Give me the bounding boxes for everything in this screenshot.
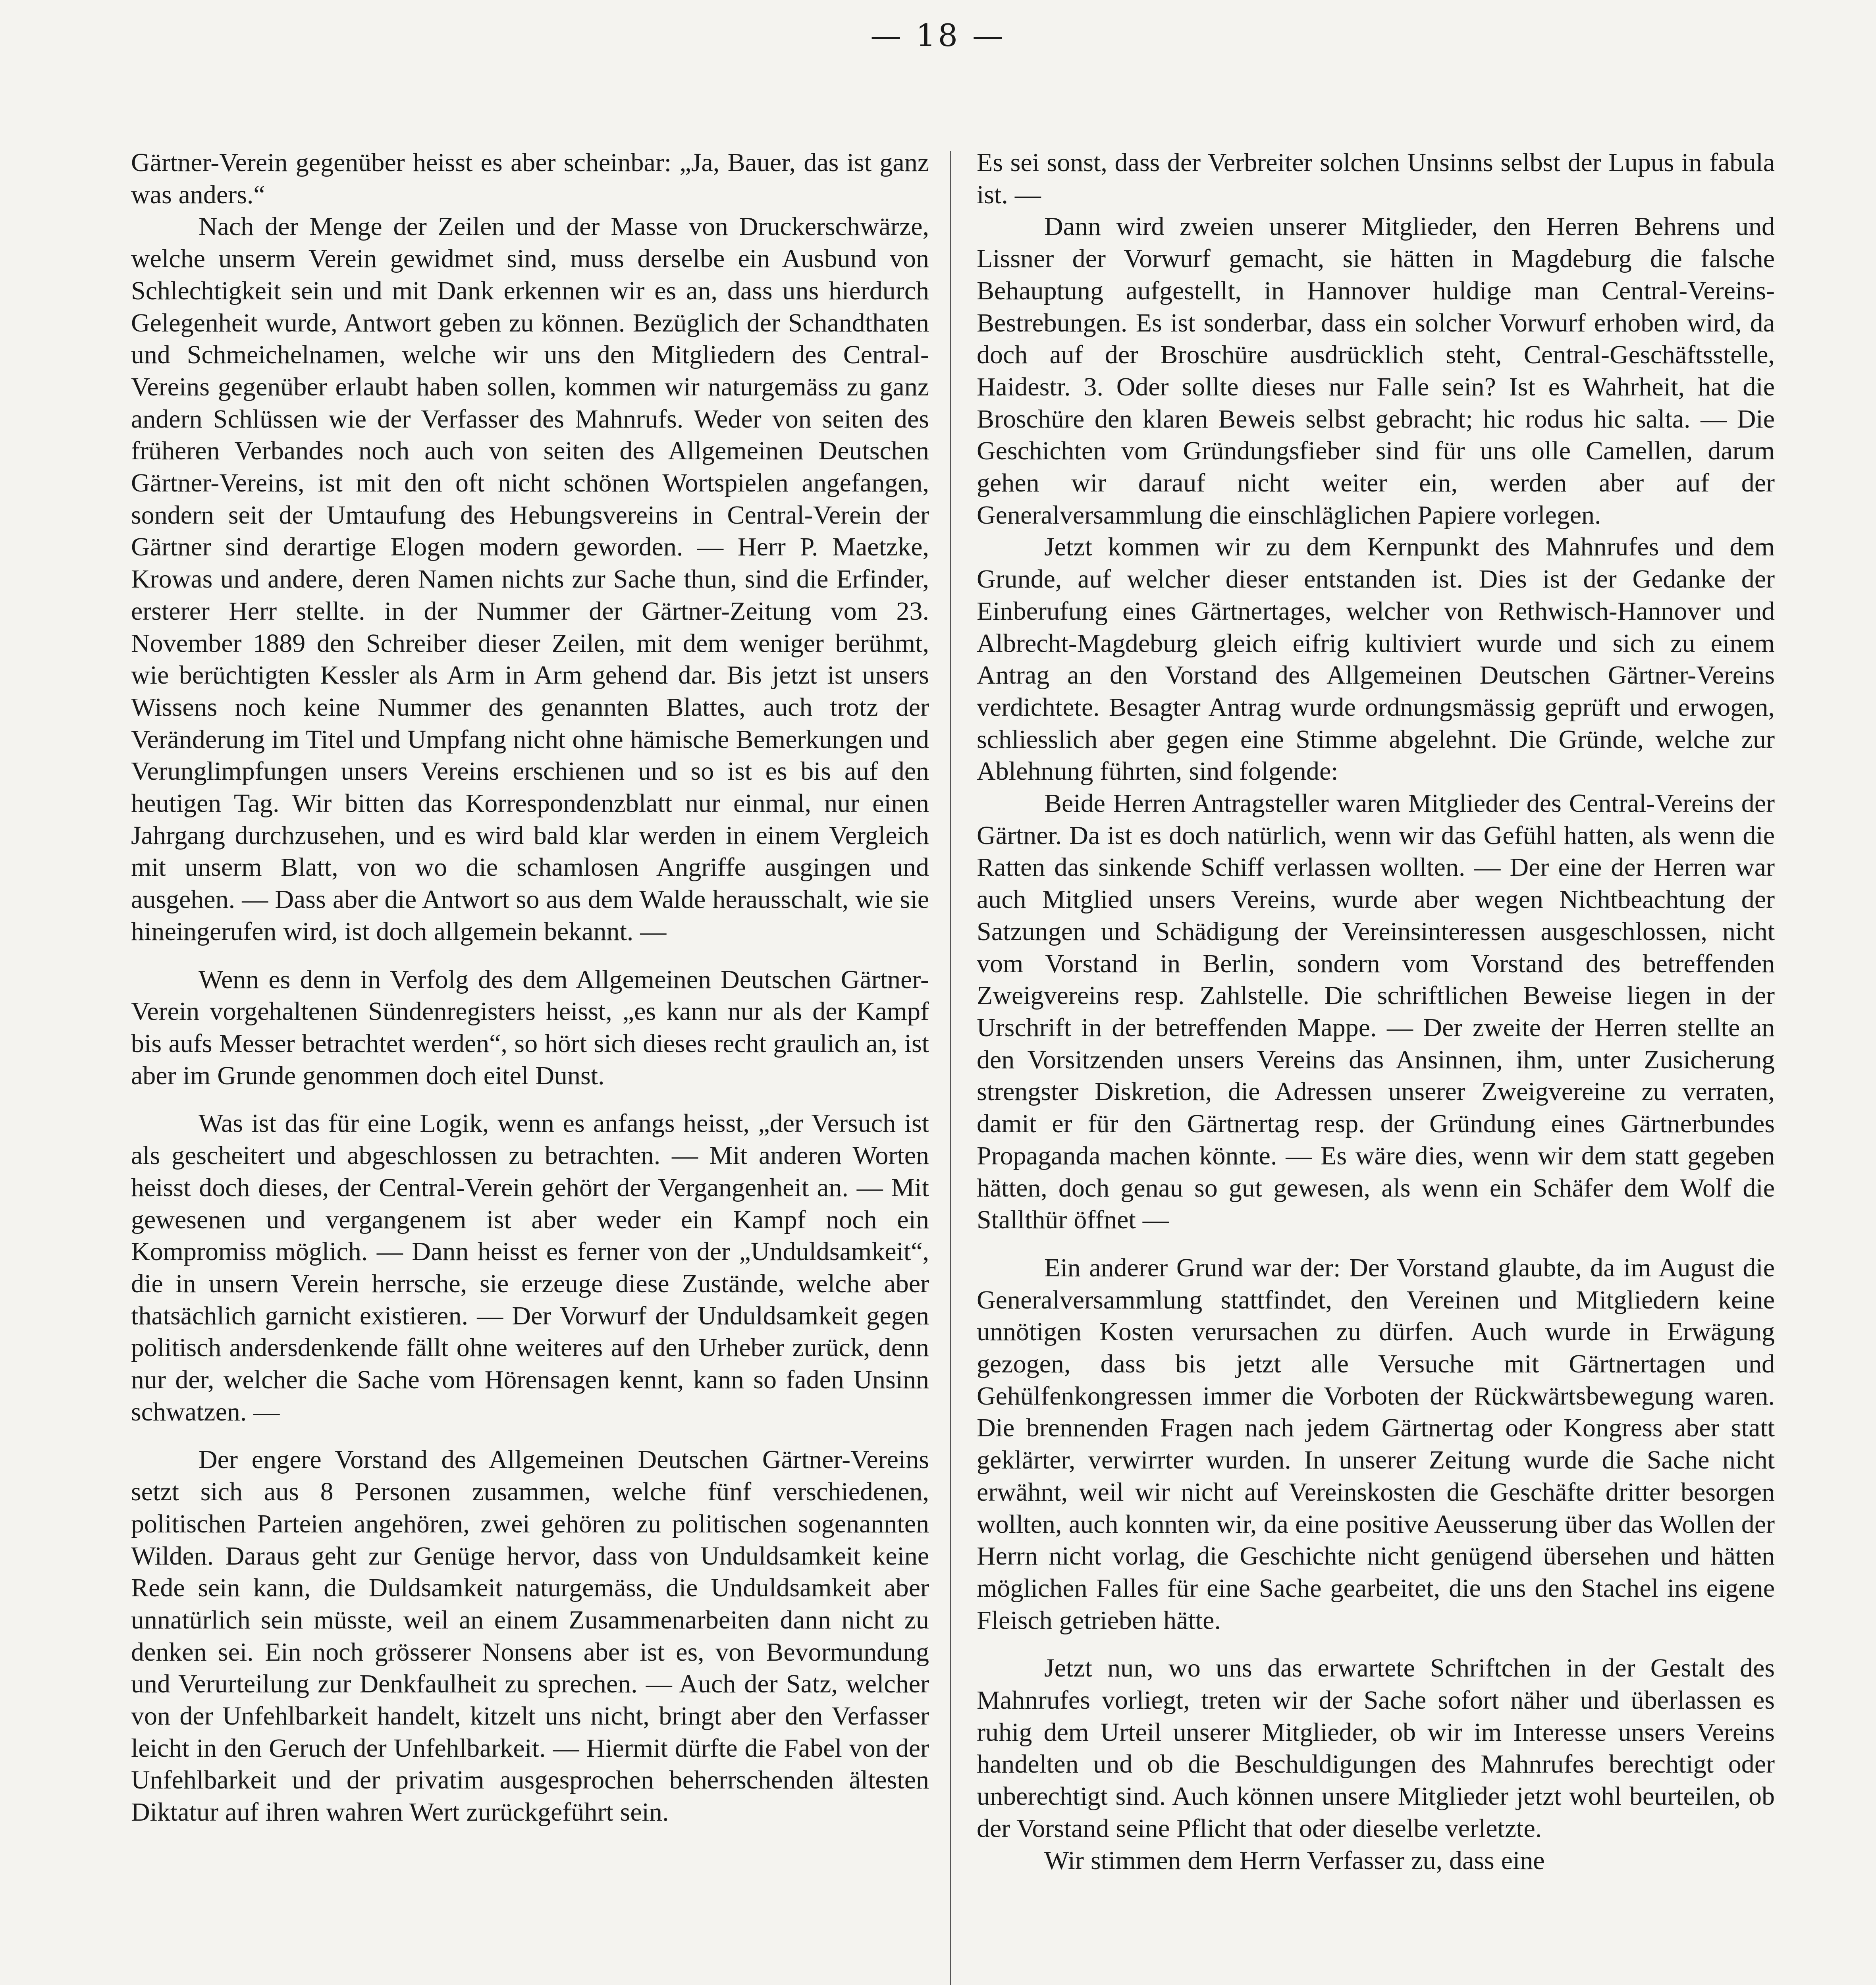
left-column <box>131 147 929 1829</box>
paragraph: Wir stimmen dem Herrn Verfasser zu, dass eine <box>1044 1846 1545 1875</box>
paragraph: Beide Herren Antragsteller waren Mitglieder des Central-Vereins der Gärtner. Da ist es doch natürlich, wenn wir das Gefühl hatten, als wenn die Ratten das sinkende Schiff verlassen wollten. — Der eine der Herren war auch Mitglied unsers Vereins, wurde aber wegen Nichtbeachtung der Satzungen und Schädigung der Vereinsinteressen ausgeschlossen, nicht vom Vorstand in Berlin, sondern vom Vorstand des betreffenden Zweigvereins resp. Zahlstelle. Die schriftlichen Beweise liegen in der Urschrift in der betreffenden Mappe. — Der zweite der Herren stellte an den Vorsitzenden unsers Vereins das Ansinnen, ihm, unter Zusicherung strengster Diskretion, die Adressen unserer Zweigvereine zu verraten, damit er für den Gärtnertag resp. der Gründung eines Gärtnerbundes Propaganda machen könnte. — Es wäre dies, wenn wir dem statt gegeben hätten, doch genau so gut gewesen, als wenn ein Schäfer dem Wolf die Stallthür öffnet — <box>977 789 1775 1235</box>
paragraph: Gärtner-Verein gegenüber heisst es aber scheinbar: „Ja, Bauer, das ist ganz was anders.“ <box>131 148 929 209</box>
paragraph: Der engere Vorstand des Allgemeinen Deutschen Gärtner-Vereins setzt sich aus 8 Personen zusammen, welche fünf verschiedenen, politischen Parteien angehören, zwei gehören zu politischen sogenannten Wilden. Daraus geht zur Genüge hervor, dass von Unduldsamkeit keine Rede sein kann, die Duldsamkeit naturgemäss, die Unduldsamkeit aber unnatürlich sein müsste, weil an einem Zusammenarbeiten dann nicht zu denken sei. Ein noch grösserer Nonsens aber ist es, von Bevormundung und Verurteilung zur Denkfaulheit zu sprechen. — Auch der Satz, welcher von der Unfehlbarkeit handelt, kitzelt uns nicht, bringt aber den Verfasser leicht in den Geruch der Unfehlbarkeit. — Hiermit dürfte die Fabel von der Unfehlbarkeit und der privatim ausgesprochen beherrschenden ältesten Diktatur auf ihren wahren Wert zurückgeführt sein. <box>131 1445 929 1827</box>
paragraph: Es sei sonst, dass der Verbreiter solchen Unsinns selbst der Lupus in fabula ist. — <box>977 148 1775 209</box>
paragraph: Was ist das für eine Logik, wenn es anfangs heisst, „der Versuch ist als gescheitert und abgeschlossen zu betrachten. — Mit anderen Worten heisst doch dieses, der Central-Verein gehört der Vergangenheit an. — Mit gewesenen und vergangenem ist aber weder ein Kampf noch ein Kompromiss möglich. — Dann heisst es ferner von der „Unduldsamkeit“, die in unsern Verein herrsche, sie erzeuge diese Zustände, welche aber thatsächlich garnicht existieren. — Der Vorwurf der Unduldsamkeit gegen politisch andersdenkende fällt ohne weiteres auf den Urheber zurück, denn nur der, welcher die Sache vom Hörensagen kennt, kann so faden Unsinn schwatzen. — <box>131 1109 929 1426</box>
paragraph: Wenn es denn in Verfolg des dem Allgemeinen Deutschen Gärtner-Verein vorgehaltenen Sündenregisters heisst, „es kann nur als der Kampf bis aufs Messer betrachtet werden“, so hört sich dieses recht graulich an, ist aber im Grunde genommen doch eitel Dunst. <box>131 965 929 1090</box>
paragraph: Jetzt nun, wo uns das erwartete Schriftchen in der Gestalt des Mahnrufes vorliegt, treten wir der Sache sofort näher und überlassen es ruhig dem Urteil unserer Mitglieder, ob wir im Interesse unsers Vereins handelten und ob die Beschuldigungen des Mahnrufes berechtigt oder unberechtigt sind. Auch können unsere Mitglieder jetzt wohl beurteilen, ob der Vorstand seine Pflicht that oder dieselbe verletzte. <box>977 1654 1775 1843</box>
paragraph: Ein anderer Grund war der: Der Vorstand glaubte, da im August die Generalversammlung stattfindet, den Vereinen und Mitgliedern keine unnötigen Kosten verursachen zu dürfen. Auch wurde in Erwägung gezogen, dass bis jetzt alle Versuche mit Gärtnertagen und Gehülfenkongressen immer die Vorboten der Rückwärtsbewegung waren. Die brennenden Fragen nach jedem Gärtnertag oder Kongress aber statt geklärter, verwirrter wurden. In unserer Zeitung wurde die Sache nicht erwähnt, weil wir nicht auf Vereinskosten die Geschäfte dritter besorgen wollten, auch konnten wir, da eine positive Aeusserung über das Wollen der Herrn nicht vorlag, die Geschichte nicht genügend übersehen und hätten möglichen Falles für eine Sache gearbeitet, die uns den Stachel ins eigene Fleisch getrieben hätte. <box>977 1253 1775 1635</box>
page-number: — 18 — <box>870 18 1006 54</box>
paragraph: Dann wird zweien unserer Mitglieder, den Herren Behrens und Lissner der Vorwurf gemacht, sie hätten in Magdeburg die falsche Behauptung aufgestellt, in Hannover huldige man Central-Vereins-Bestrebungen. Es ist sonderbar, dass ein solcher Vorwurf erhoben wird, da doch auf der Broschüre ausdrücklich steht, Central-Geschäftsstelle, Haidestr. 3. Oder sollte dieses nur Falle sein? Ist es Wahrheit, hat die Broschüre den klaren Beweis selbst gebracht; hic rodus hic salta. — Die Geschichten vom Gründungsfieber sind für uns olle Camellen, darum gehen wir darauf nicht weiter ein, werden aber auf der Generalversammlung die einschläglichen Papiere vorlegen. <box>977 212 1775 530</box>
paragraph: Nach der Menge der Zeilen und der Masse von Druckerschwärze, welche unserm Verein gewidmet sind, muss derselbe ein Ausbund von Schlechtigkeit sein und mit Dank erkennen wir es an, dass uns hierdurch Gelegenheit wurde, Antwort geben zu können. Bezüglich der Schandthaten und Schmeichelnamen, welche wir uns den Mitgliedern des Central-Vereins gegenüber erlaubt haben sollen, kommen wir naturgemäss zu ganz andern Schlüssen wie der Verfasser des Mahnrufs. Weder von seiten des früheren Verbandes noch auch von seiten des Allgemeinen Deutschen Gärtner-Vereins, ist mit den oft nicht schönen Wortspielen angefangen, sondern seit der Umtaufung des Hebungsvereins in Central-Verein der Gärtner sind derartige Elogen modern geworden. — Herr P. Maetzke, Krowas und andere, deren Namen nichts zur Sache thun, sind die Erfinder, ersterer Herr stellte. in der Nummer der Gärtner-Zeitung vom 23. November 1889 den Schreiber dieser Zeilen, mit dem weniger berühmt, wie berüchtigten Kessler als Arm in Arm gehend dar. Bis jetzt ist unsers Wissens noch keine Nummer des genannten Blattes, auch trotz der Veränderung im Titel und Umpfang nicht ohne hämische Bemerkungen und Verunglimpfungen unsers Vereins erschienen und so ist es bis auf den heutigen Tag. Wir bitten das Korrespondenzblatt nur einmal, nur einen Jahrgang durchzusehen, und es wird bald klar werden in einem Vergleich mit unserm Blatt, von wo die schamlosen Angriffe ausgingen und ausgehen. — Dass aber die Antwort so aus dem Walde herausschalt, wie sie hineingerufen wird, ist doch allgemein bekannt. — <box>131 212 929 946</box>
paragraph: Jetzt kommen wir zu dem Kernpunkt des Mahnrufes und dem Grunde, auf welcher dieser entstanden ist. Dies ist der Gedanke der Einberufung eines Gärtnertages, welcher von Rethwisch-Hannover und Albrecht-Magdeburg gleich eifrig kultiviert wurde und sich zu einem Antrag an den Vorstand des Allgemeinen Deutschen Gärtner-Vereins verdichtete. Besagter Antrag wurde ordnungsmässig geprüft und erwogen, schliesslich aber gegen eine Stimme abgelehnt. Die Gründe, welche zur Ablehnung führten, sind folgende: <box>977 532 1775 786</box>
right-column <box>977 147 1775 1877</box>
column-divider <box>950 151 951 1985</box>
